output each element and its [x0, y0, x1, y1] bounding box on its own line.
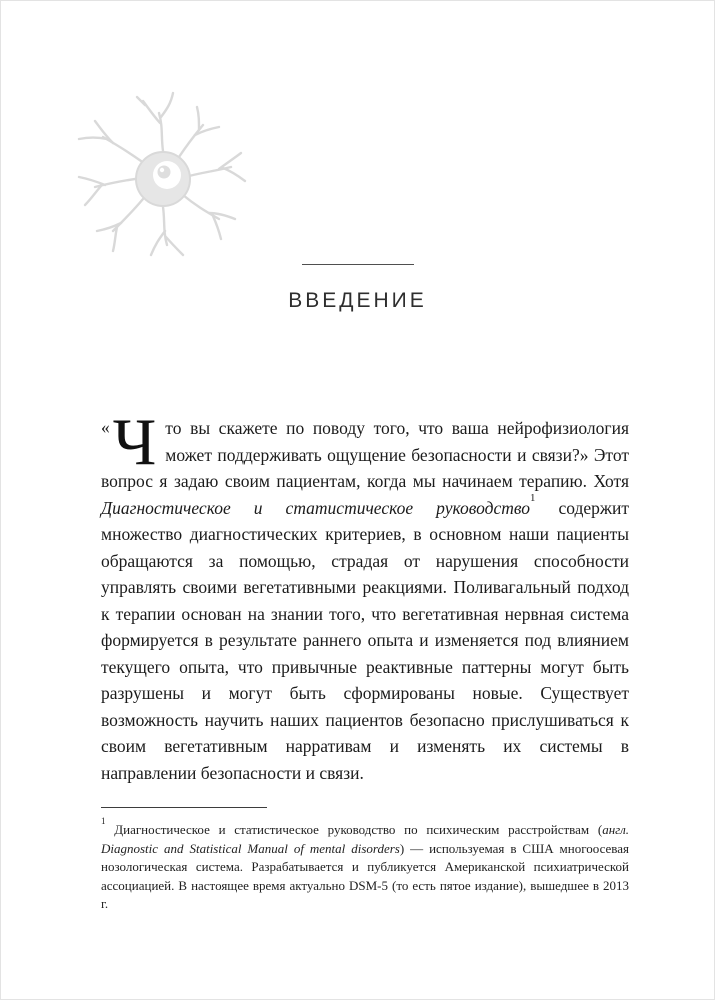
dropcap-letter: Ч — [112, 405, 157, 479]
footnote-marker: 1 — [101, 815, 106, 826]
title-rule — [302, 264, 414, 265]
footnote-text-1: Диагностическое и статистическое руководство по психическим расстройствам ( — [105, 822, 603, 837]
footnote-rule — [101, 807, 267, 808]
paragraph-text-2: содержит множество диагностических критериев, в основном наши пациенты обращаются за помощью, страдая от нарушения способности управлять своими вегетативными реакциями. Поливагальный подход к терапии основан на знании того, что вегетативная нервная система формируется в результате раннего опыта и изменяется под влиянием текущего опыта, что привычные реактивные паттерны могут быть разрушены и могут быть сформированы новые. Существует возможность научить наших пациентов безопасно прислушиваться к своим вегетативным нарративам и изменять их системы в направлении безопасности и связи. — [101, 497, 629, 783]
paragraph-text-1: то вы скажете по поводу того, что ваша нейрофизиология может поддерживать ощущение безопасности и связи?» Этот вопрос я задаю своим пациентам, когда мы начинаем терапию. Хотя — [101, 418, 629, 491]
page-title: ВВЕДЕНИЕ — [288, 289, 427, 312]
text-column — [101, 405, 629, 914]
neuron-illustration — [67, 79, 259, 264]
lead-paragraph — [101, 405, 629, 786]
footnote-ref: 1 — [530, 491, 536, 504]
footnote-text-2: ) — используемая в США многоосевая нозологическая система. Разрабатывается и публикуется Американской психиатрической ассоциацией. В настоящее время актуально DSM-5 (то есть пятое издание), вышедшее в 2013 г. — [101, 840, 629, 912]
open-quote-mark: « — [101, 417, 110, 437]
dropcap-group — [101, 405, 157, 479]
footnote-italic: англ. Diagnostic and Statistical Manual of mental disorders — [101, 822, 629, 856]
footnote — [101, 815, 629, 914]
book-title-emphasis: Диагностическое и статистическое руководство — [101, 497, 530, 518]
